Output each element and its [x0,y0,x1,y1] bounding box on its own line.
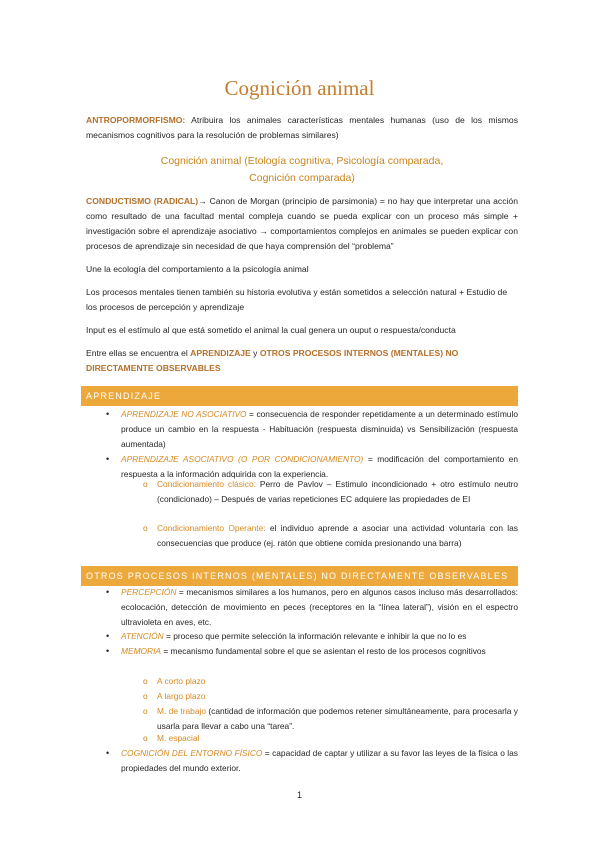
term-asociativo: APRENDIZAJE ASOCIATIVO (O POR CONDICIONAMIENTO) [121,454,364,464]
procesos-mentales-paragraph: Los procesos mentales tienen también su historia evolutiva y están sometidos a selección natural + Estudio de los procesos de percepción y aprendizaje [86,287,508,312]
entre-term-otros: OTROS PROCESOS INTERNOS (MENTALES) NO DIRECTAMENTE OBSERVABLES [86,348,459,373]
list-item-percepcion [121,585,518,630]
subtitle-line-2: Cognición comparada) [249,172,355,184]
sub-bullet-icon: o [143,479,148,489]
text-memoria: = mecanismo fundamental sobre el que se asientan el resto de los procesos cognitivos [161,646,486,656]
page-title: Cognición animal [224,76,375,100]
subitem-memoria-espacial [157,731,518,746]
term-no-asociativo: APRENDIZAJE NO ASOCIATIVO [121,409,247,419]
list-item-atencion [121,629,518,644]
subitem-memoria-trabajo [157,704,518,734]
bullet-icon: • [106,631,110,641]
term-largo-plazo: A largo plazo [157,691,206,701]
term-memoria: MEMORIA [121,646,162,656]
text-atencion: = proceso que permite selección la información relevante e inhibir la que no lo es [163,631,467,641]
bullet-icon: • [106,409,110,419]
subitem-condicionamiento-clasico [157,477,518,507]
sub-bullet-icon: o [143,691,148,701]
term-atencion: ATENCIÓN [121,631,164,641]
sub-bullet-icon: o [143,706,148,716]
bullet-icon: • [106,646,110,656]
list-item-memoria [121,644,518,659]
entre-ellas-paragraph [86,346,518,376]
section-header-otros-procesos: OTROS PROCESOS INTERNOS (MENTALES) NO DIRECTAMENTE OBSERVABLES [81,566,518,586]
term-clasico: Condicionamiento clásico: [157,479,256,489]
term-memoria-espacial: M. espacial [157,733,200,743]
text-asociativo: = modificación del comportamiento en respuesta a la información adquirida con la experiencia. [121,454,518,479]
sub-bullet-icon: o [143,523,148,533]
list-item-cognicion-entorno [121,746,518,776]
antropomorfismo-text: Atribuira los animales características mentales humanas (uso de los mismos mecanismos cognitivos para la resolución de problemas similares) [86,115,518,140]
entre-pre: Entre ellas se encuentra el [86,348,191,358]
bullet-icon: • [106,748,110,758]
ecologia-paragraph: Une la ecología del comportamiento a la psicología animal [86,264,309,274]
term-corto-plazo: A corto plazo [157,676,206,686]
term-memoria-trabajo: M. de trabajo [157,706,206,716]
term-cognicion-entorno: COGNICIÓN DEL ENTORNO FÍSICO [121,748,263,758]
text-cognicion-entorno: = capacidad de captar y utilizar a su favor las leyes de la física o las propiedades del mundo exterior. [121,748,518,773]
section-subtitle [86,153,518,187]
antropomorfismo-term: ANTROPORMORFISMO: [86,115,186,125]
list-item-no-asociativo [121,407,518,452]
page-number: 1 [296,790,302,800]
term-operante: Condicionamiento Operante: [157,523,266,533]
text-percepcion: = mecanismos similares a los humanos, pero en algunos casos incluso más desarrollados: ecolocación, detección de movimiento en peces (receptores en la “línea lateral”), visión en el espectro ultravioleta en aves, etc. [121,587,518,627]
subtitle-line-1: Cognición animal (Etología cognitiva, Psicología comparada, [160,155,444,167]
term-percepcion: PERCEPCIÓN [121,587,177,597]
bullet-icon: • [106,454,110,464]
subitem-largo-plazo [157,689,518,704]
antropomorfismo-paragraph [86,113,518,143]
text-no-asociativo: = consecuencia de responder repetidamente a un determinado estímulo produce un cambio en la respuesta - Habituación (respuesta disminuida) vs Sensibilización (respuesta aumentada) [121,409,518,449]
input-paragraph: Input es el estímulo al que está sometido el animal la cual genera un ouput o respuesta/conducta [86,325,456,335]
bullet-icon: • [106,587,110,597]
sub-bullet-icon: o [143,733,148,743]
text-memoria-trabajo: (cantidad de información que podemos retener simultáneamente, para procesarla y usarla para llevar a cabo una “tarea”. [157,706,518,731]
section-header-aprendizaje: APRENDIZAJE [81,386,518,406]
entre-term-aprendizaje: APRENDIZAJE [190,348,251,358]
conductismo-term: CONDUCTISMO (RADICAL) [86,196,199,206]
sub-bullet-icon: o [143,676,148,686]
text-operante: el individuo aprende a asociar una actividad voluntaria con las consecuencias que produce (ej. ratón que obtiene comida presionando una barra) [157,523,518,548]
subitem-corto-plazo [157,674,518,689]
subitem-condicionamiento-operante [157,521,518,551]
entre-mid: y [250,348,260,358]
conductismo-paragraph [86,194,518,254]
conductismo-text: → Canon de Morgan (principio de parsimonia) = no hay que interpretar una acción como resultado de una facultad mental compleja cuando se pueda explicar con un proceso más simple + investigación sobre el aprendizaje asociativo → comportamientos complejos en animales se pueden explicar con procesos de aprendizaje sin necesidad de que haya comprensión del “problema” [86,196,518,251]
text-clasico: Perro de Pavlov – Estimulo incondicionado + otro estímulo neutro (condicionado) – Después de varias repeticiones EC adquiere las propiedades de EI [157,479,519,504]
